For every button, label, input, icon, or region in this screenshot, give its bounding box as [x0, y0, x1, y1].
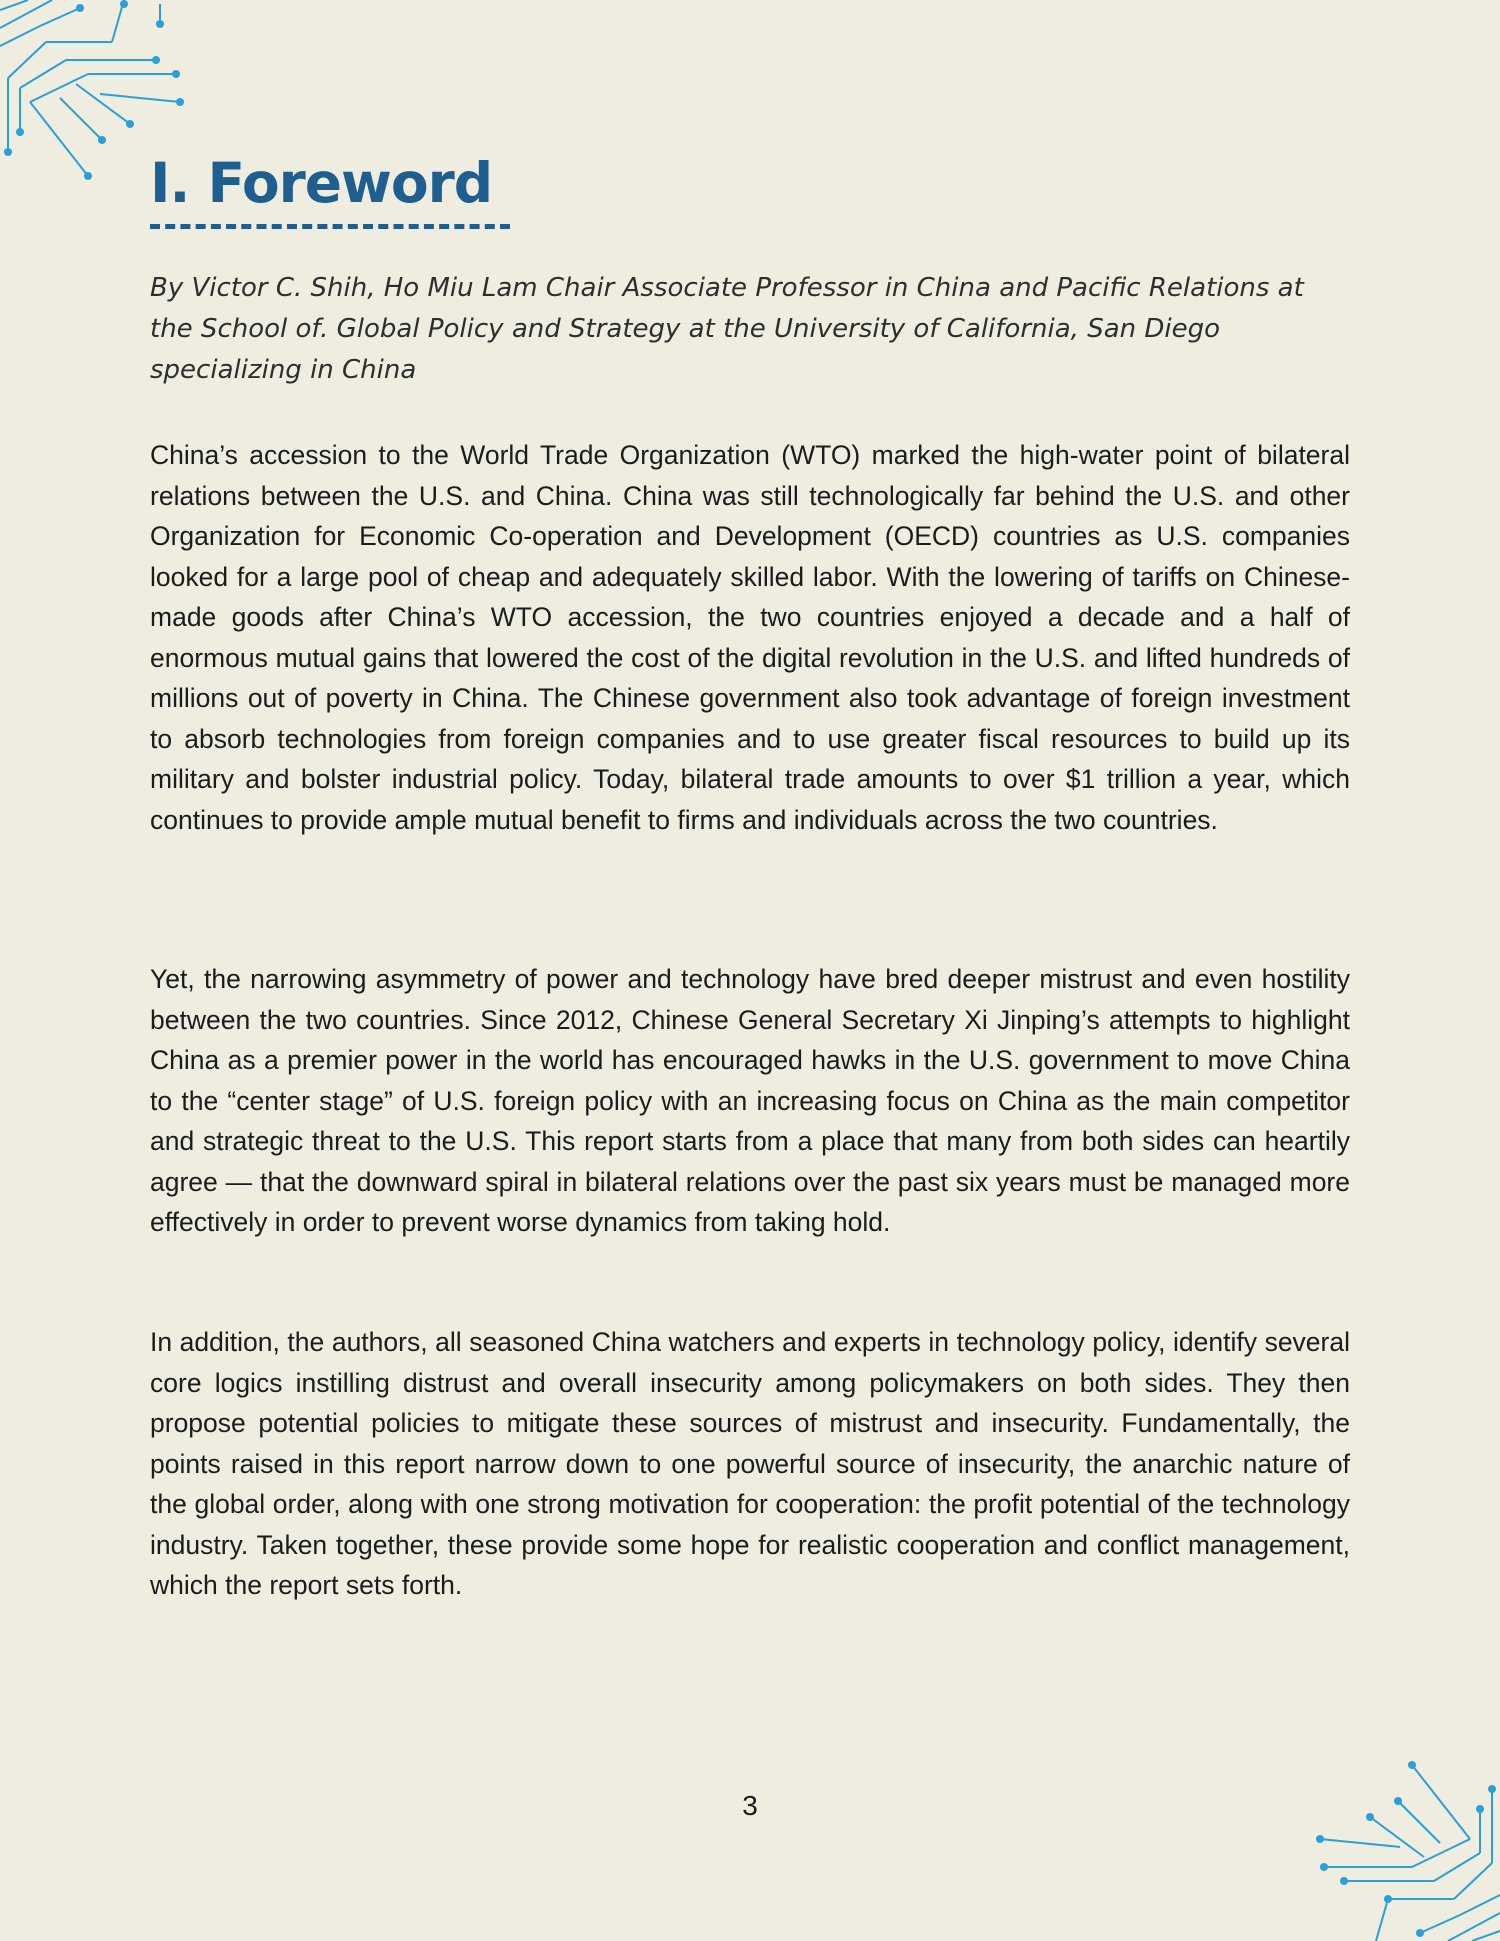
circuit-decoration-bottom-right — [1300, 1741, 1500, 1941]
paragraph-3: In addition, the authors, all seasoned China watchers and experts in technology policy, identify several core logics instilling distrust and overall insecurity among policymakers on both sides. They then propose potential policies to mitigate these sources of mistrust and insecurity. Fundamentally, the points raised in this report narrow down to one powerful source of insecurity, the anarchic nature of the global order, along with one strong motivation for cooperation: the profit potential of the technology industry. Taken together, these provide some hope for realistic cooperation and conflict management, which the report sets forth. — [150, 1327, 1350, 1600]
page-title: I. Foreword — [150, 151, 493, 215]
title-dashed-underline — [150, 224, 510, 229]
author-byline: By Victor C. Shih, Ho Miu Lam Chair Associate Professor in China and Pacific Relations at the School of. Global Policy and Strategy at the University of California, San Diego specializing in China — [150, 273, 1304, 385]
paragraph-2: Yet, the narrowing asymmetry of power and technology have bred deeper mistrust and even hostility between the two countries. Since 2012, Chinese General Secretary Xi Jinping’s attempts to highlight China as a premier power in the world has encouraged hawks in the U.S. government to move China to the “center stage” of U.S. foreign policy with an increasing focus on China as the main competitor and strategic threat to the U.S. This report starts from a place that many from both sides can heartily agree — that the downward spiral in bilateral relations over the past six years must be managed more effectively in order to prevent worse dynamics from taking hold. — [150, 964, 1350, 1237]
paragraph-1: China’s accession to the World Trade Organization (WTO) marked the high-water point of bilateral relations between the U.S. and China. China was still technologically far behind the U.S. and other Organization for Economic Co-operation and Development (OECD) countries as U.S. companies looked for a large pool of cheap and adequately skilled labor. With the lowering of tariffs on Chinese-made goods after China’s WTO accession, the two countries enjoyed a decade and a half of enormous mutual gains that lowered the cost of the digital revolution in the U.S. and lifted hundreds of millions out of poverty in China. The Chinese government also took advantage of foreign investment to absorb technologies from foreign companies and to use greater fiscal resources to build up its military and bolster industrial policy. Today, bilateral trade amounts to over $1 trillion a year, which continues to provide ample mutual benefit to firms and individuals across the two countries. — [150, 440, 1350, 835]
section-heading-block — [150, 150, 510, 229]
page-number: 3 — [742, 1790, 758, 1821]
